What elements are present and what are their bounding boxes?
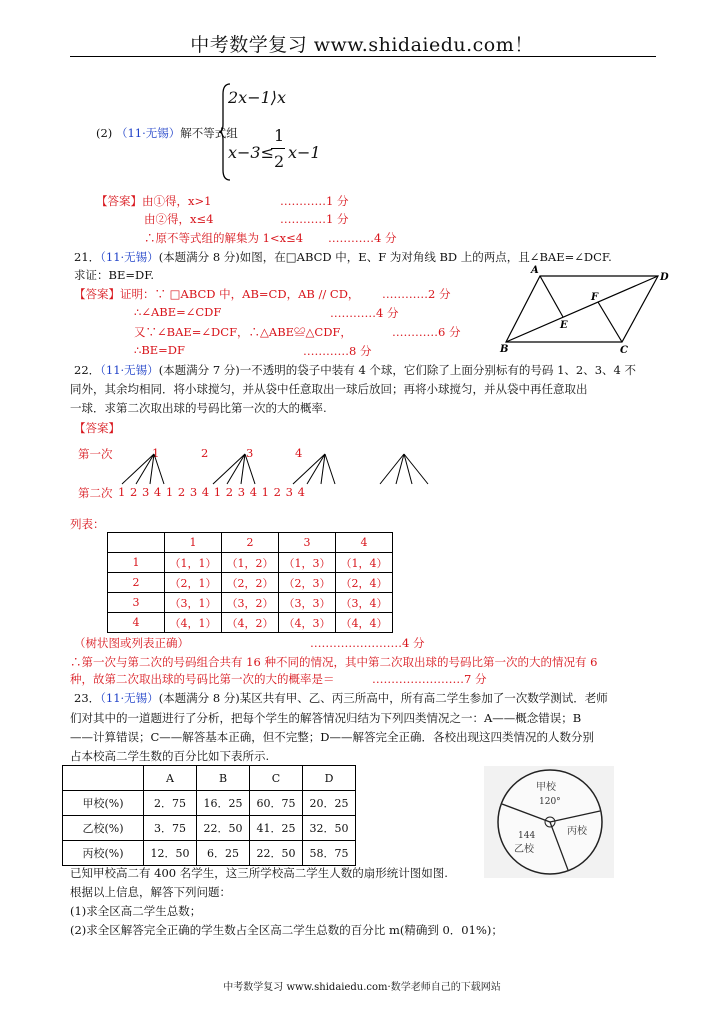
q22-answer-tag: 【答案】 bbox=[74, 421, 120, 435]
table-header-row: 1 2 3 4 bbox=[108, 533, 393, 553]
pie-label-bing: 丙校 bbox=[567, 826, 587, 837]
segment-ae bbox=[540, 276, 563, 317]
pie-label-yi: 乙校 bbox=[514, 844, 534, 855]
label-a: A bbox=[531, 265, 539, 276]
q2-text: 解不等式组 bbox=[180, 126, 238, 140]
pie-label-yi-deg: 144 bbox=[518, 831, 536, 841]
label-e: E bbox=[560, 320, 568, 331]
pie-chart-figure bbox=[484, 766, 614, 878]
table-row: 甲校(%) 2．75 16．25 60．75 20．25 bbox=[63, 791, 356, 816]
q23-after1: 已知甲校高二有 400 名学生，这三所学校高二学生人数的扇形统计图如图. bbox=[70, 866, 448, 880]
q2-frac-line bbox=[271, 148, 285, 149]
parallelogram-figure bbox=[498, 262, 674, 356]
tree-first-2: 2 bbox=[201, 446, 209, 460]
pie-label-jia-deg: 120° bbox=[539, 797, 561, 807]
page-footer: 中考数学复习 www.shidaiedu.com·数学老师自己的下载网站 bbox=[223, 982, 501, 993]
q21-answer-line1: 【答案】证明：∵ □ABCD 中，AB=CD，AB // CD， bbox=[74, 287, 360, 301]
school-percent-table bbox=[62, 765, 356, 866]
q2-ineq2-left: x−3≤ bbox=[228, 143, 275, 162]
table-label: 列表： bbox=[70, 517, 105, 531]
q22-line2: 同外，其余均相同．将小球搅匀，并从袋中任意取出一球后放回；再将小球搅匀，并从袋中再任意取出 bbox=[70, 382, 588, 396]
q23-sub2: (2)求全区解答完全正确的学生数占全区高二学生总数的百分比 m(精确到 0．01%)； bbox=[70, 923, 503, 937]
q21-answer-pts4: …………8 分 bbox=[303, 344, 372, 358]
label-f: F bbox=[591, 292, 599, 303]
outcome-table bbox=[107, 532, 393, 633]
page-header: 中考数学复习 www.shidaiedu.com！ bbox=[190, 34, 534, 56]
q2-intro bbox=[96, 125, 238, 141]
q23-line2: 们对其中的一道题进行了分析，把每个学生的解答情况归结为下列四类情况之一：A——概念错误；B bbox=[70, 711, 582, 725]
q21-answer-pts2: …………4 分 bbox=[330, 306, 399, 320]
tree-first-label: 第一次 bbox=[78, 447, 113, 461]
q22-line1: 22．（11·无锡）(本题满分 7 分)一不透明的袋子中装有 4 个球，它们除了上面分别标有的号码 1、2、3、4 不 bbox=[74, 363, 636, 377]
table-row: 乙校(%) 3．75 22．50 41．25 32．50 bbox=[63, 816, 356, 841]
q2-answer-line1: 【答案】由①得，x>1 bbox=[96, 194, 212, 208]
q2-source: （11·无锡） bbox=[115, 126, 181, 140]
table-header-row: A B C D bbox=[63, 766, 356, 791]
tree-branches bbox=[110, 452, 450, 486]
q2-answer-pts1: …………1 分 bbox=[280, 194, 349, 208]
tree-first-4: 4 bbox=[295, 446, 303, 460]
q21-answer-line4: ∴BE=DF bbox=[134, 343, 185, 357]
q2-ineq2-right: x−1 bbox=[288, 143, 321, 162]
q2-answer-line3: ∴原不等式组的解集为 1<x≤4 bbox=[144, 231, 304, 245]
q21-answer-line2: ∴∠ABE=∠CDF bbox=[134, 305, 222, 319]
q2-frac-den: 2 bbox=[274, 152, 285, 171]
q22-note-pts: ……………………4 分 bbox=[310, 636, 425, 650]
table-row: 丙校(%) 12．50 6．25 22．50 58．75 bbox=[63, 841, 356, 866]
q22-conclusion2-pts: ……………………7 分 bbox=[372, 672, 487, 686]
table-row: 3 （3，1） （3，2） （3，3） （3，4） bbox=[108, 593, 393, 613]
label-b: B bbox=[500, 344, 509, 355]
q2-answer-line2: 由②得，x≤4 bbox=[144, 212, 214, 226]
q23-line3: ——计算错误；C——解答基本正确，但不完整；D——解答完全正确．各校出现这四类情况的人数分别 bbox=[70, 730, 595, 744]
diagonal-bd bbox=[506, 276, 658, 342]
q2-answer-pts2: …………1 分 bbox=[280, 212, 349, 226]
q2-number: (2) bbox=[96, 126, 116, 140]
table-row: 1 （1，1） （1，2） （1，3） （1，4） bbox=[108, 553, 393, 573]
q21-prove: 求证：BE=DF. bbox=[74, 268, 155, 282]
q21-answer-pts3: …………6 分 bbox=[392, 325, 461, 339]
tree-second-label: 第二次 bbox=[78, 486, 113, 500]
label-c: C bbox=[620, 345, 628, 356]
q23-line4: 占本校高二学生数的百分比如下表所示. bbox=[70, 749, 270, 763]
label-d: D bbox=[660, 272, 669, 283]
q22-conclusion1: ∴第一次与第二次的号码组合共有 16 种不同的情况，其中第二次取出球的号码比第一次的大的情况有 6 bbox=[70, 655, 598, 669]
q22-conclusion2: 种，故第二次取出球的号码比第一次的大的概率是＝ bbox=[70, 672, 335, 686]
pie-label-jia: 甲校 bbox=[536, 782, 556, 793]
q21-answer-pts1: …………2 分 bbox=[382, 287, 451, 301]
q23-line1: 23．（11·无锡）(本题满分 8 分)某区共有甲、乙、丙三所高中，所有高二学生参加了一次数学测试．老师 bbox=[74, 691, 608, 705]
q23-after2: 根据以上信息，解答下列问题： bbox=[70, 885, 231, 899]
tree-first-1: 1 bbox=[152, 446, 160, 460]
q22-note: （树状图或列表正确） bbox=[74, 636, 189, 650]
q2-answer-pts3: …………4 分 bbox=[328, 231, 397, 245]
tree-second-nums: 1 2 3 4 1 2 3 4 1 2 3 4 1 2 3 4 bbox=[118, 485, 305, 499]
q21-answer-line3: 又∵∠BAE=∠DCF，∴△ABE≌△CDF， bbox=[134, 325, 352, 339]
q2-ineq1: 2x−1⟩x bbox=[228, 88, 287, 107]
table-row: 2 （2，1） （2，2） （2，3） （2，4） bbox=[108, 573, 393, 593]
tree-first-3: 3 bbox=[246, 446, 254, 460]
q23-sub1: (1)求全区高二学生总数； bbox=[70, 904, 202, 918]
q22-line3: 一球．求第二次取出球的号码比第一次的大的概率. bbox=[70, 401, 327, 415]
segment-cf bbox=[598, 302, 622, 342]
q21-stem: 21．（11·无锡）(本题满分 8 分)如图，在□ABCD 中，E、F 为对角线 BD 上的两点，且∠BAE=∠DCF. bbox=[74, 250, 612, 264]
table-row: 4 （4，1） （4，2） （4，3） （4，4） bbox=[108, 613, 393, 633]
header-rule bbox=[70, 56, 656, 57]
q2-frac-num: 1 bbox=[274, 126, 285, 145]
